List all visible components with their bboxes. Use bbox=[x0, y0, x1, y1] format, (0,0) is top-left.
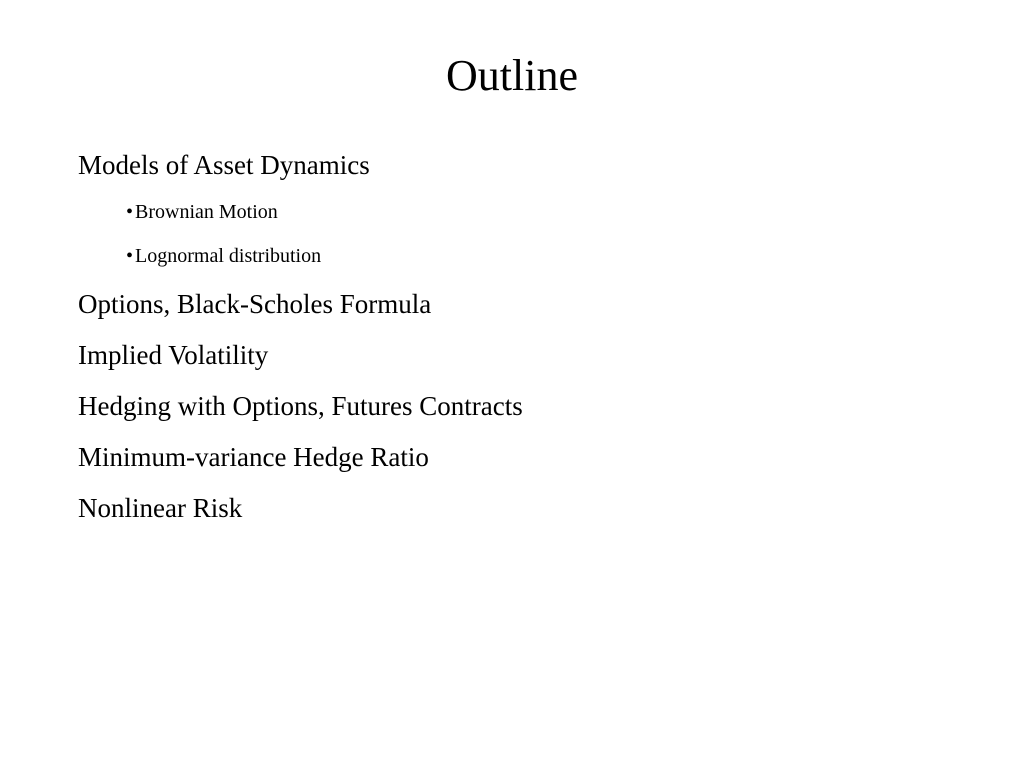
outline-subitem-label: Lognormal distribution bbox=[135, 245, 322, 267]
outline-item-label: Implied Volatility bbox=[78, 340, 269, 370]
bullet-icon: • bbox=[126, 245, 134, 267]
outline-sublist bbox=[78, 198, 978, 270]
outline-item-hedging bbox=[78, 389, 978, 423]
outline-item-options-black-scholes bbox=[78, 287, 978, 321]
outline-item-label: Minimum-variance Hedge Ratio bbox=[78, 442, 429, 472]
outline-item-nonlinear-risk bbox=[78, 491, 978, 525]
bullet-icon: • bbox=[126, 201, 134, 223]
outline-item-minimum-variance-hedge-ratio bbox=[78, 440, 978, 474]
outline-item-implied-volatility bbox=[78, 338, 978, 372]
outline-subitem-lognormal-distribution bbox=[126, 242, 978, 270]
outline-list bbox=[78, 148, 978, 542]
outline-item-label: Options, Black-Scholes Formula bbox=[78, 289, 432, 319]
slide-title: Outline bbox=[446, 51, 578, 100]
outline-item-label: Nonlinear Risk bbox=[78, 493, 243, 523]
outline-item-label: Hedging with Options, Futures Contracts bbox=[78, 391, 523, 421]
outline-subitem-label: Brownian Motion bbox=[135, 201, 278, 223]
outline-item-label: Models of Asset Dynamics bbox=[78, 150, 370, 180]
outline-item-models-of-asset-dynamics bbox=[78, 148, 978, 270]
outline-subitem-brownian-motion bbox=[126, 198, 978, 226]
